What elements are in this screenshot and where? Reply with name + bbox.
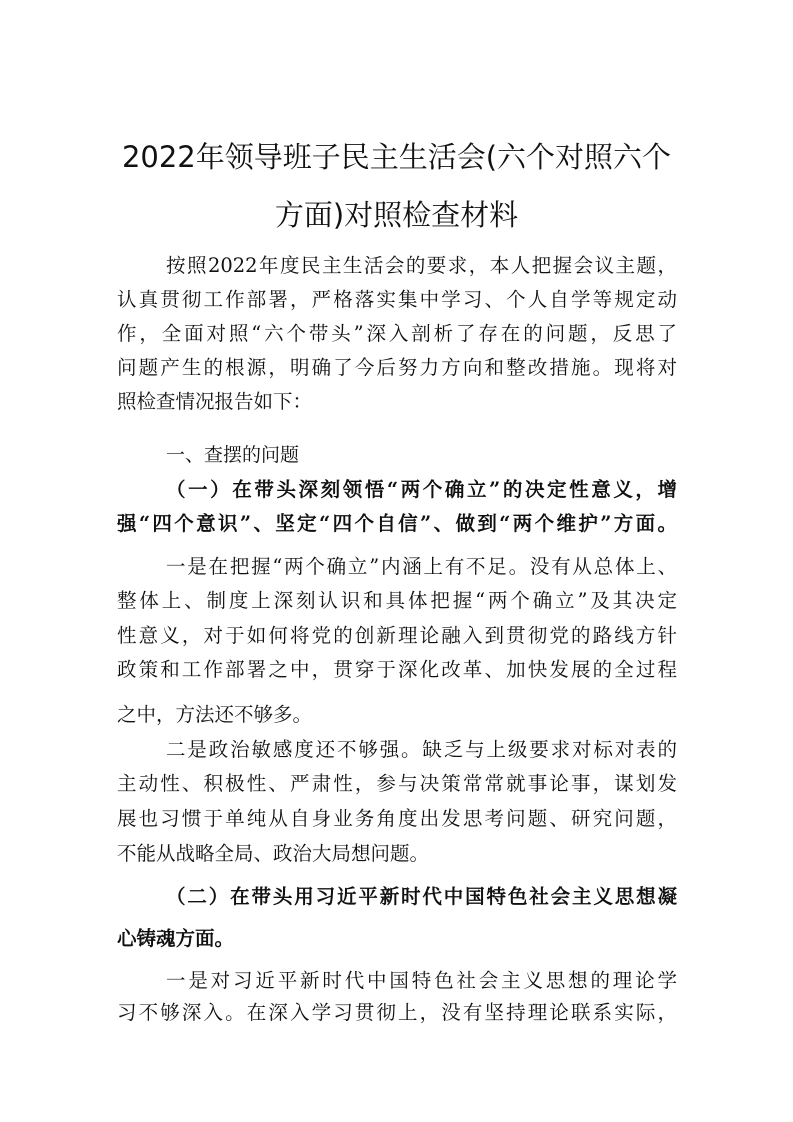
paragraph-line: 展也习惯于单纯从自身业务角度出发思考问题、研究问题， — [117, 807, 677, 830]
subsection-heading-line: 心铸魂方面。 — [117, 927, 235, 950]
paragraph-line: 主动性、积极性、严肃性，参与决策常常就事论事，谋划发 — [117, 772, 677, 795]
subsection-heading-line: 强“四个意识”、坚定“四个自信”、做到“两个维护”方面。 — [117, 512, 677, 535]
paragraph-line: 一是对习近平新时代中国特色社会主义思想的理论学 — [166, 969, 677, 992]
paragraph-line: 之中，方法还不够多。 — [117, 703, 313, 726]
paragraph-line: 性意义，对于如何将党的创新理论融入到贯彻党的路线方针 — [117, 624, 677, 647]
document-title-line-2: 方面)对照检查材料 — [274, 198, 519, 232]
paragraph-line: 按照2022年度民主生活会的要求，本人把握会议主题， — [166, 254, 677, 277]
paragraph-line: 照检查情况报告如下： — [117, 390, 313, 413]
paragraph-line: 认真贯彻工作部署，严格落实集中学习、个人自学等规定动 — [117, 288, 677, 311]
subsection-heading-line: （二）在带头用习近平新时代中国特色社会主义思想凝 — [166, 885, 677, 908]
paragraph-line: 不能从战略全局、政治大局想问题。 — [117, 842, 430, 865]
paragraph-line: 一是在把握“两个确立”内涵上有不足。没有从总体上、 — [166, 555, 677, 578]
document-title-line-1: 2022年领导班子民主生活会(六个对照六个 — [121, 140, 672, 174]
paragraph-line: 整体上、制度上深刻认识和具体把握“两个确立”及其决定 — [117, 589, 677, 612]
paragraph-line: 二是政治敏感度还不够强。缺乏与上级要求对标对表的 — [166, 738, 677, 761]
paragraph-line: 作，全面对照“六个带头”深入剖析了存在的问题，反思了 — [117, 322, 677, 345]
subsection-heading-line: （一）在带头深刻领悟“两个确立”的决定性意义，增 — [166, 478, 677, 501]
paragraph-line: 问题产生的根源，明确了今后努力方向和整改措施。现将对 — [117, 356, 677, 379]
paragraph-line: 习不够深入。在深入学习贯彻上，没有坚持理论联系实际， — [117, 1001, 677, 1024]
paragraph-line: 政策和工作部署之中，贯穿于深化改革、加快发展的全过程 — [117, 658, 677, 681]
section-heading: 一、查摆的问题 — [166, 444, 300, 466]
